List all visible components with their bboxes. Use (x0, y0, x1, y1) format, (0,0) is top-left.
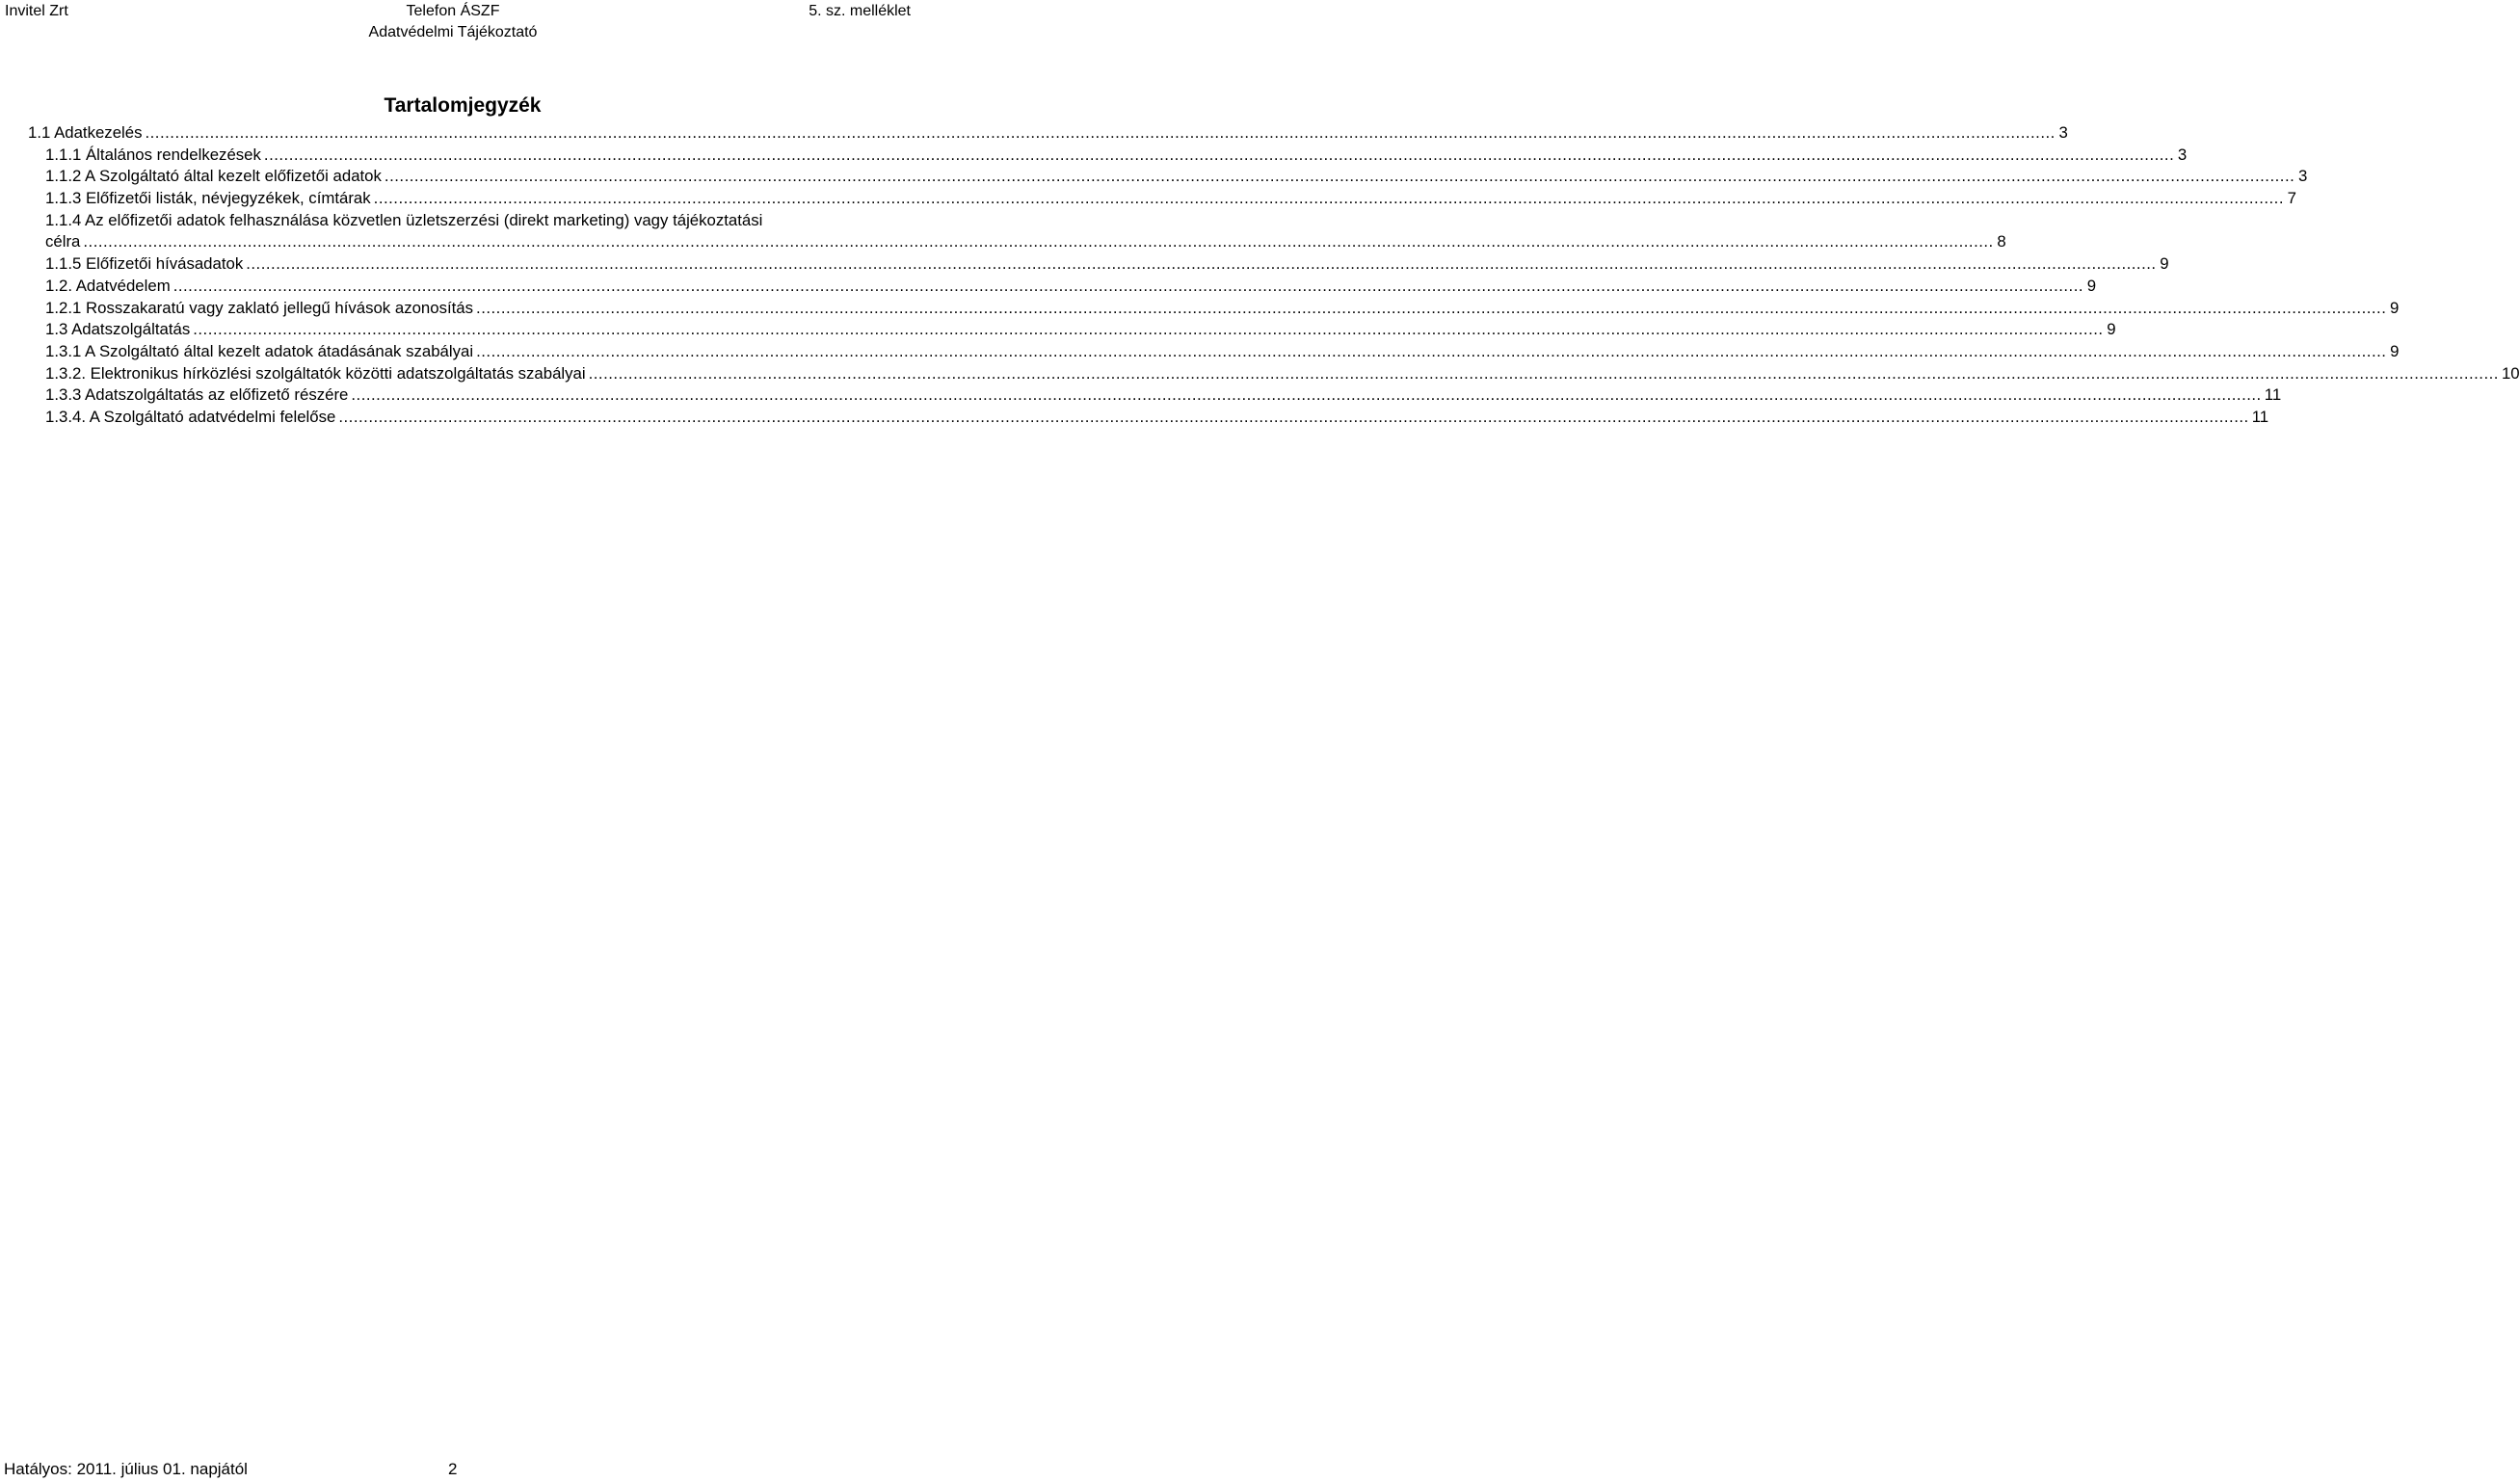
toc-entry[interactable] (28, 231, 2006, 253)
toc-dot-leader (589, 363, 2499, 385)
header-subtitle: Adatvédelmi Tájékoztató (368, 24, 538, 40)
toc-page-number: 9 (2086, 276, 2097, 295)
toc-entry[interactable] (28, 145, 2188, 167)
toc-entry-continuation: célra (45, 232, 81, 251)
toc-entry-text: 1.3.2. Elektronikus hírközlési szolgáltatók közötti adatszolgáltatás szabályai (45, 363, 586, 383)
toc-entry-text: 1.3.3 Adatszolgáltatás az előfizető részére (45, 385, 349, 405)
toc-entry-text: 1.2.1 Rosszakaratú vagy zaklató jellegű hívások azonosítás (45, 298, 474, 317)
toc-dot-leader (374, 188, 2284, 210)
toc-entry[interactable] (28, 253, 2169, 276)
toc-entry[interactable] (28, 166, 2308, 188)
toc-dot-leader (193, 319, 2103, 341)
toc-page-number: 11 (2251, 407, 2269, 426)
toc-entry-text: 1.1.5 Előfizetői hívásadatok (45, 254, 244, 274)
toc-page-number: 9 (2107, 320, 2116, 339)
toc-page-number: 8 (1997, 232, 2006, 251)
toc-entry-text: 1.1.3 Előfizetői listák, névjegyzékek, címtárak (45, 189, 371, 208)
page-title: Tartalomjegyzék (384, 94, 542, 117)
toc-entry-text: 1.1.1 Általános rendelkezések (45, 145, 261, 164)
toc-entry[interactable] (28, 276, 2097, 298)
toc-entry[interactable] (28, 188, 2297, 210)
toc-dot-leader (351, 384, 2261, 407)
header-company: Invitel Zrt (5, 3, 68, 19)
toc-page-number: 10 (2501, 363, 2520, 383)
toc-entry-text: 1.3 Adatszolgáltatás (45, 320, 191, 339)
toc-entry-text: 1.2. Adatvédelem (45, 276, 171, 295)
toc-page-number: 7 (2287, 189, 2297, 208)
toc-entry[interactable] (28, 363, 2520, 385)
toc-entry[interactable] (28, 407, 2269, 429)
toc-entry-text: 1.1.2 A Szolgáltató által kezelt előfizetői adatok (45, 167, 382, 186)
toc-dot-leader (145, 122, 2055, 145)
toc-entry-text: 1.3.4. A Szolgáltató adatvédelmi felelőse (45, 407, 336, 426)
toc-page-number: 3 (2058, 123, 2068, 142)
toc-page-number: 3 (2177, 145, 2188, 164)
toc-dot-leader (476, 298, 2386, 320)
toc-dot-leader (83, 231, 1993, 253)
toc-dot-leader (173, 276, 2083, 298)
toc-entry[interactable] (28, 384, 2282, 407)
toc-page-number: 3 (2297, 167, 2308, 186)
toc-entry[interactable] (28, 122, 2068, 145)
toc-entry[interactable] (28, 319, 2116, 341)
toc-page-number: 9 (2390, 341, 2400, 360)
header-document: Telefon ÁSZF (406, 3, 500, 19)
toc-entry-text: 1.1 Adatkezelés (28, 123, 143, 142)
toc-entry-text: 1.3.1 A Szolgáltató által kezelt adatok átadásának szabályai (45, 341, 474, 360)
toc-entry[interactable] (28, 298, 2400, 320)
toc-dot-leader (264, 145, 2174, 167)
toc-dot-leader (338, 407, 2248, 429)
toc-dot-leader (476, 341, 2386, 363)
toc-page-number: 9 (2160, 254, 2169, 274)
footer-page-number: 2 (448, 1460, 458, 1478)
toc-dot-leader (385, 166, 2295, 188)
toc-page-number: 11 (2264, 385, 2282, 405)
toc-page-number: 9 (2390, 298, 2400, 317)
toc-entry-text[interactable]: 1.1.4 Az előfizetői adatok felhasználása közvetlen üzletszerzési (direkt marketing) vagy tájékoztatási (45, 210, 763, 229)
toc-dot-leader (246, 253, 2156, 276)
toc-entry[interactable] (28, 341, 2400, 363)
footer-effective-date: Hatályos: 2011. július 01. napjától (4, 1460, 248, 1478)
table-of-contents (28, 122, 2520, 429)
header-annex: 5. sz. melléklet (809, 3, 911, 19)
